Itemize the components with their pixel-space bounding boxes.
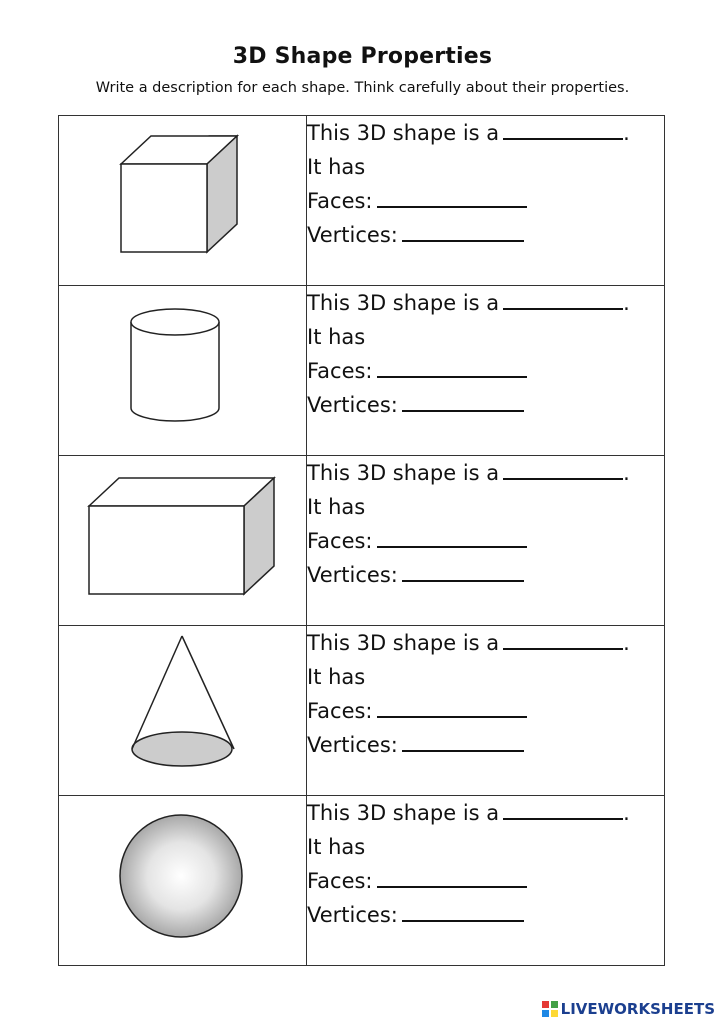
has-label: It has bbox=[307, 495, 366, 519]
cylinder-icon bbox=[59, 286, 306, 455]
faces-answer-blank[interactable] bbox=[377, 524, 527, 548]
page-title: 3D Shape Properties bbox=[232, 44, 493, 69]
instructions: Write a description for each shape. Think carefully about their properties. bbox=[95, 80, 630, 96]
vertices-answer-blank[interactable] bbox=[402, 728, 524, 752]
has-label: It has bbox=[307, 665, 366, 689]
table-row bbox=[59, 116, 665, 286]
answer-cell bbox=[307, 456, 665, 626]
table-row bbox=[59, 796, 665, 966]
faces-answer-blank[interactable] bbox=[377, 354, 527, 378]
cone-icon bbox=[59, 626, 306, 795]
shape-cell bbox=[59, 286, 307, 456]
faces-label: Faces: bbox=[307, 529, 373, 553]
vertices-label: Vertices: bbox=[307, 903, 398, 927]
vertices-answer-blank[interactable] bbox=[402, 558, 524, 582]
period: . bbox=[623, 121, 630, 145]
shape-answer-blank[interactable] bbox=[503, 456, 623, 480]
shape-cell bbox=[59, 456, 307, 626]
shape-cell bbox=[59, 796, 307, 966]
table-row bbox=[59, 626, 665, 796]
liveworksheets-logo-icon bbox=[542, 1001, 558, 1017]
shape-answer-blank[interactable] bbox=[503, 286, 623, 310]
shape-prompt: This 3D shape is a bbox=[307, 291, 500, 315]
has-label: It has bbox=[307, 155, 366, 179]
shape-prompt: This 3D shape is a bbox=[307, 801, 500, 825]
vertices-label: Vertices: bbox=[307, 563, 398, 587]
faces-answer-blank[interactable] bbox=[377, 864, 527, 888]
vertices-answer-blank[interactable] bbox=[402, 388, 524, 412]
faces-answer-blank[interactable] bbox=[377, 184, 527, 208]
shape-answer-blank[interactable] bbox=[503, 626, 623, 650]
table-row bbox=[59, 286, 665, 456]
shape-cell bbox=[59, 116, 307, 286]
period: . bbox=[623, 801, 630, 825]
brand-name: LIVEWORKSHEETS bbox=[560, 1000, 715, 1018]
period: . bbox=[623, 631, 630, 655]
answer-cell bbox=[307, 286, 665, 456]
shape-answer-blank[interactable] bbox=[503, 116, 623, 140]
has-label: It has bbox=[307, 835, 366, 859]
faces-answer-blank[interactable] bbox=[377, 694, 527, 718]
vertices-label: Vertices: bbox=[307, 223, 398, 247]
sphere-icon bbox=[59, 796, 306, 965]
cuboid-icon bbox=[59, 456, 306, 625]
answer-cell bbox=[307, 626, 665, 796]
period: . bbox=[623, 461, 630, 485]
vertices-label: Vertices: bbox=[307, 393, 398, 417]
answer-cell bbox=[307, 796, 665, 966]
shape-cell bbox=[59, 626, 307, 796]
faces-label: Faces: bbox=[307, 699, 373, 723]
shape-answer-blank[interactable] bbox=[503, 796, 623, 820]
shape-prompt: This 3D shape is a bbox=[307, 631, 500, 655]
cube-icon bbox=[59, 116, 306, 285]
has-label: It has bbox=[307, 325, 366, 349]
worksheet-table bbox=[58, 115, 665, 966]
answer-cell bbox=[307, 116, 665, 286]
table-row bbox=[59, 456, 665, 626]
shape-prompt: This 3D shape is a bbox=[307, 461, 500, 485]
faces-label: Faces: bbox=[307, 869, 373, 893]
vertices-answer-blank[interactable] bbox=[402, 218, 524, 242]
period: . bbox=[623, 291, 630, 315]
shape-prompt: This 3D shape is a bbox=[307, 121, 500, 145]
footer-brand bbox=[542, 1000, 715, 1018]
vertices-label: Vertices: bbox=[307, 733, 398, 757]
faces-label: Faces: bbox=[307, 359, 373, 383]
faces-label: Faces: bbox=[307, 189, 373, 213]
vertices-answer-blank[interactable] bbox=[402, 898, 524, 922]
